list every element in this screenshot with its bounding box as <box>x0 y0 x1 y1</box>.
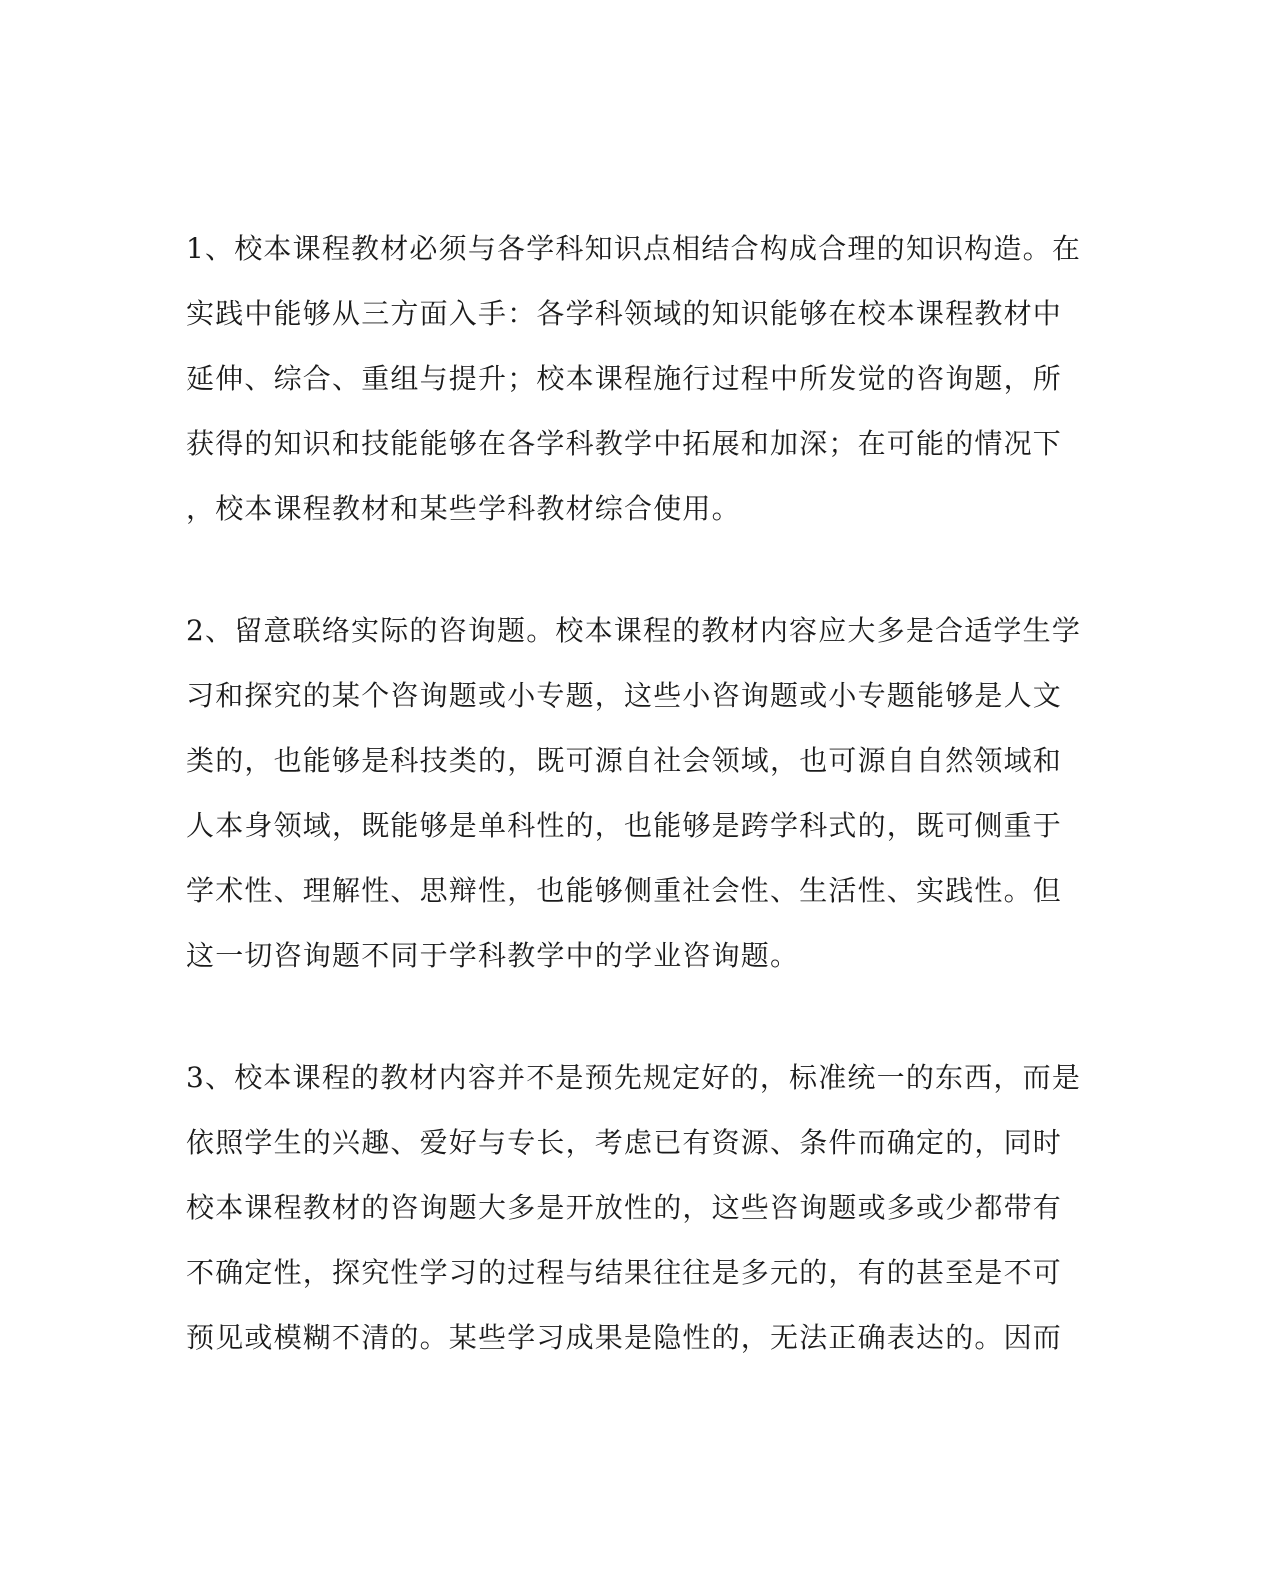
text-line: 学术性、理解性、思辩性，也能够侧重社会性、生活性、实践性。但 <box>186 874 1063 907</box>
text-line: 预见或模糊不清的。某些学习成果是隐性的，无法正确表达的。因而 <box>186 1321 1063 1354</box>
paragraph-3 <box>186 1045 1082 1370</box>
text-line: 不确定性，探究性学习的过程与结果往往是多元的，有的甚至是不可 <box>186 1256 1063 1289</box>
text-line: 3、校本课程的教材内容并不是预先规定好的，标准统一的东西，而是 <box>186 1061 1082 1094</box>
text-line: 1、校本课程教材必须与各学科知识点相结合构成合理的知识构造。在 <box>186 232 1082 265</box>
text-line: 这一切咨询题不同于学科教学中的学业咨询题。 <box>186 939 800 972</box>
text-line: 2、留意联络实际的咨询题。校本课程的教材内容应大多是合适学生学 <box>186 614 1082 647</box>
text-line: ，校本课程教材和某些学科教材综合使用。 <box>186 492 741 525</box>
text-line: 习和探究的某个咨询题或小专题，这些小咨询题或小专题能够是人文 <box>186 679 1063 712</box>
text-line: 依照学生的兴趣、爱好与专长，考虑已有资源、条件而确定的，同时 <box>186 1126 1063 1159</box>
text-line: 人本身领域，既能够是单科性的，也能够是跨学科式的，既可侧重于 <box>186 809 1063 842</box>
text-line: 类的，也能够是科技类的，既可源自社会领域，也可源自自然领域和 <box>186 744 1063 777</box>
text-line: 延伸、综合、重组与提升；校本课程施行过程中所发觉的咨询题，所 <box>186 362 1063 395</box>
paragraph-1 <box>186 216 1082 541</box>
paragraph-2 <box>186 598 1082 988</box>
text-line: 校本课程教材的咨询题大多是开放性的，这些咨询题或多或少都带有 <box>186 1191 1063 1224</box>
text-line: 实践中能够从三方面入手：各学科领域的知识能够在校本课程教材中 <box>186 297 1063 330</box>
text-line: 获得的知识和技能能够在各学科教学中拓展和加深；在可能的情况下 <box>186 427 1063 460</box>
